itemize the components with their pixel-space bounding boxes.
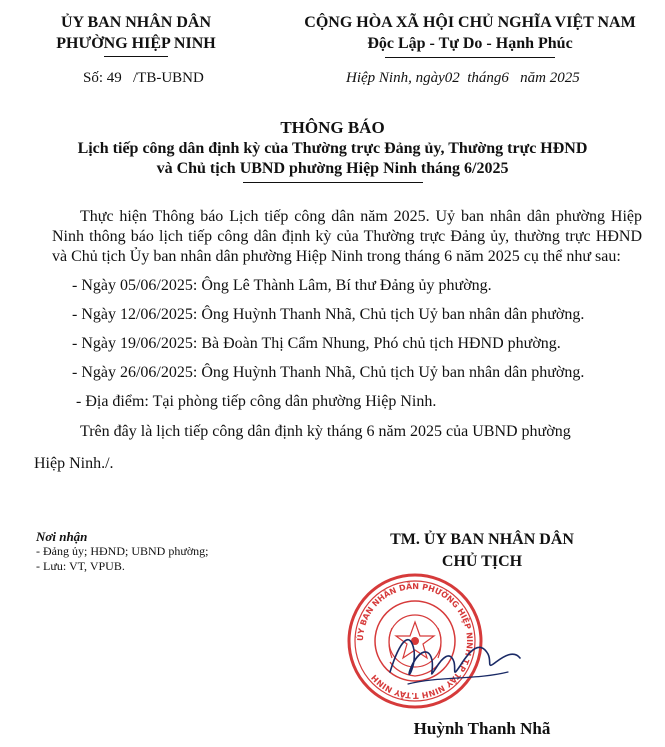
signature-underline-stroke xyxy=(408,672,508,684)
recipients-heading: Nơi nhận xyxy=(36,529,88,544)
document-body xyxy=(34,207,642,474)
signer-name: Huỳnh Thanh Nhã xyxy=(413,719,551,738)
title-underline xyxy=(243,182,423,183)
recipients-block xyxy=(36,529,209,574)
document-date: Hiệp Ninh, ngày02 tháng6 năm 2025 xyxy=(346,70,580,86)
national-header xyxy=(280,12,660,58)
signature-title-2: CHỦ TỊCH xyxy=(441,553,523,570)
handwritten-signature-icon xyxy=(380,610,530,700)
nation-line-1: CỘNG HÒA XÃ HỘI CHỦ NGHĨA VIỆT NAM xyxy=(304,14,636,31)
recipient-line: - Lưu: VT, VPUB. xyxy=(36,559,125,573)
nation-line-2: Độc Lập - Tự Do - Hạnh Phúc xyxy=(367,35,573,52)
location-line: - Địa điểm: Tại phòng tiếp công dân phường Hiệp Ninh. xyxy=(76,393,437,410)
schedule-item: - Ngày 26/06/2025: Ông Huỳnh Thanh Nhã, Chủ tịch Uỷ ban nhân dân phường. xyxy=(72,364,585,381)
signature-block xyxy=(352,529,612,573)
title-subtitle-1: Lịch tiếp công dân định kỳ của Thường trực Đảng ủy, Thường trực HĐND xyxy=(77,140,588,157)
intro-paragraph: Thực hiện Thông báo Lịch tiếp công dân năm 2025. Uỷ ban nhân dân phường Hiệp Ninh thông báo lịch tiếp công dân định kỳ của Thường trực Đảng ủy, thường trực HĐND và Chủ tịch Ủy ban nhân dân phường Hiệp Ninh trong tháng 6 năm 2025 cụ thể như sau: xyxy=(52,208,642,265)
closing-line-2: Hiệp Ninh./. xyxy=(34,455,114,472)
document-title xyxy=(30,118,635,183)
nation-underline xyxy=(385,57,555,58)
seal-text-path: ỦY BAN NHÂN DÂN PHƯỜNG HIỆP NINH T.P TÂY NINH T.TÂY NINH xyxy=(355,581,475,701)
agency-line-1: ỦY BAN NHÂN DÂN xyxy=(60,14,212,31)
schedule-item: - Ngày 05/06/2025: Ông Lê Thành Lâm, Bí thư Đảng ủy phường. xyxy=(72,277,492,294)
document-number: Số: 49 /TB-UBND xyxy=(83,70,204,86)
agency-line-2: PHƯỜNG HIỆP NINH xyxy=(56,35,216,52)
closing-line-1: Trên đây là lịch tiếp công dân định kỳ tháng 6 năm 2025 của UBND phường xyxy=(80,423,571,440)
signature-stroke xyxy=(390,640,520,675)
agency-underline xyxy=(104,56,168,57)
recipient-line: - Đảng ủy; HĐND; UBND phường; xyxy=(36,544,209,558)
issuing-agency xyxy=(22,12,250,57)
schedule-item: - Ngày 19/06/2025: Bà Đoàn Thị Cẩm Nhung, Phó chủ tịch HĐND phường. xyxy=(72,335,561,352)
signature-title-1: TM. ỦY BAN NHÂN DÂN xyxy=(390,531,574,548)
title-main: THÔNG BÁO xyxy=(280,118,385,137)
schedule-item: - Ngày 12/06/2025: Ông Huỳnh Thanh Nhã, Chủ tịch Uỷ ban nhân dân phường. xyxy=(72,306,585,323)
title-subtitle-2: và Chủ tịch UBND phường Hiệp Ninh tháng 6/2025 xyxy=(156,160,509,177)
